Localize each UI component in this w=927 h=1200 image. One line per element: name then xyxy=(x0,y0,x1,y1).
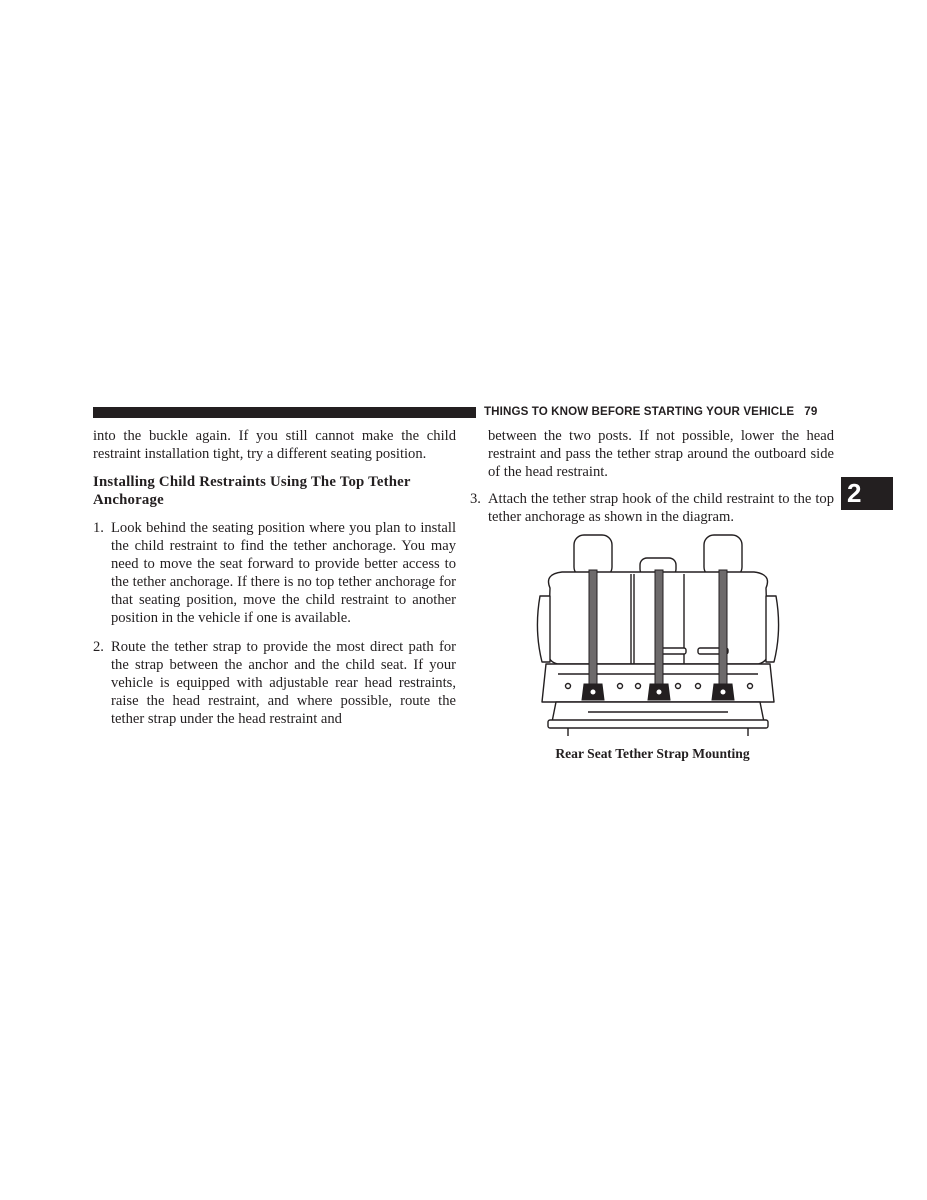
list-item xyxy=(470,490,834,526)
list-item-number: 1. xyxy=(93,520,104,536)
page-number: 79 xyxy=(804,405,818,418)
continued-paragraph: into the buckle again. If you still cannot make the child restraint installation tight, try a different seating position. xyxy=(93,428,456,462)
tether-strap-right xyxy=(719,570,727,690)
list-item-number: 3. xyxy=(470,491,481,507)
list-item xyxy=(93,638,456,728)
running-head xyxy=(484,405,834,418)
chapter-tab: 2 xyxy=(841,477,893,510)
right-column xyxy=(470,427,834,537)
list-item xyxy=(93,519,456,627)
header-rule xyxy=(93,407,476,418)
figure-caption: Rear Seat Tether Strap Mounting xyxy=(555,746,750,761)
continued-paragraph: between the two posts. If not possible, lower the head restraint and pass the tether strap around the outboard side of the head restraint. xyxy=(488,428,834,480)
rear-seat-diagram xyxy=(528,530,788,740)
tether-strap-left xyxy=(589,570,597,690)
rear-seat-illustration xyxy=(528,530,788,740)
running-title: THINGS TO KNOW BEFORE STARTING YOUR VEHICLE xyxy=(484,405,795,418)
left-column xyxy=(93,427,456,739)
tether-strap-center xyxy=(655,570,663,690)
list-item-text: Route the tether strap to provide the most direct path for the strap between the anchor and the child seat. If your vehicle is equipped with adjustable rear head restraints, raise the head restraint, and where possible, route the tether strap under the head restraint and xyxy=(111,639,456,727)
section-heading: Installing Child Restraints Using The Top Tether Anchorage xyxy=(93,474,411,508)
list-item-text: Attach the tether strap hook of the child restraint to the top tether anchorage as shown in the diagram. xyxy=(488,491,834,525)
list-item-number: 2. xyxy=(93,639,104,655)
list-item-text: Look behind the seating position where you plan to install the child restraint to find the tether anchorage. You may need to move the seat forward to provide better access to the tether anchorage. If there is no top tether anchorage for that seating position, move the child restraint to another position in the vehicle if one is available. xyxy=(111,520,456,626)
